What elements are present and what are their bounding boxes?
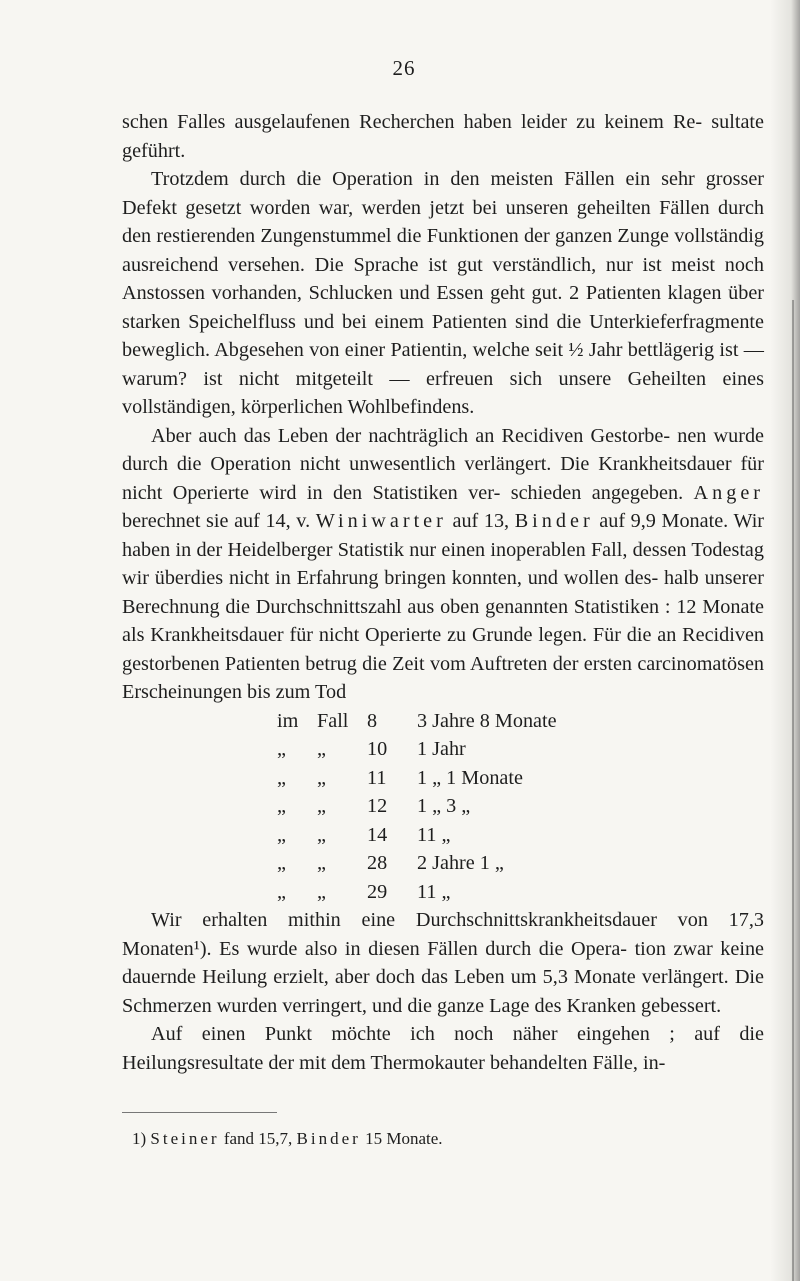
case-number: 29	[367, 880, 388, 903]
footnote-author-steiner: Steiner	[150, 1129, 220, 1148]
case-duration: 1 Jahr	[417, 738, 466, 760]
paragraph-3	[122, 422, 764, 707]
page-edge-shadow	[770, 0, 800, 1281]
paragraph-1: schen Falles ausgelaufenen Recherchen haben leider zu keinem Re- sultate geführt.	[122, 111, 764, 162]
paragraph-5: Auf einen Punkt möchte ich noch näher eingehen ; auf die Heilungsresultate der mit dem Thermokauter behandelten Fälle, in-	[122, 1023, 764, 1074]
footnote	[132, 1128, 443, 1150]
case-fall: „	[317, 880, 326, 903]
case-fall: „	[317, 795, 326, 817]
case-fall: „	[317, 766, 326, 789]
case-fall: Fall	[317, 709, 349, 732]
case-duration: 1 „ 3 „	[417, 795, 471, 817]
body-text	[122, 108, 764, 1077]
case-number: 8	[367, 709, 378, 732]
author-winiwarter: Winiwarter	[315, 510, 447, 532]
table-row	[277, 764, 557, 793]
footnote-text-2: 15 Monate.	[365, 1129, 443, 1148]
author-anger: Anger	[693, 481, 764, 504]
footnote-text-1: fand 15,7,	[223, 1129, 293, 1148]
footnote-divider	[122, 1112, 277, 1113]
footnote-author-binder: Binder	[296, 1129, 361, 1148]
case-im: „	[277, 823, 286, 846]
table-row	[277, 821, 557, 850]
paragraph-3-part-d: auf 9,9 Monate. Wir haben in der Heidelberger Statistik nur einen inoperablen Fall, dessen Todestag wir überdies nicht in Erfahrung bringen konnten, und wollen des- halb unserer Berechnung die Durchschnittszahl aus oben genannten Statistiken : 12 Monate als Krankheitsdauer für nicht Operierte zu Grunde legen. Für die an Recidiven gestorbenen Patienten betrug die Zeit vom Auftreten der ersten carcinomatösen Erscheinungen bis zum Tod	[122, 510, 765, 703]
case-fall: „	[317, 738, 326, 760]
table-row	[277, 707, 557, 736]
case-duration-table	[277, 707, 557, 907]
case-im: „	[277, 852, 286, 874]
case-duration: 1 „ 1 Monate	[417, 766, 523, 789]
paragraph-3-part-c: auf 13,	[452, 510, 510, 532]
case-fall: „	[317, 823, 326, 846]
table-row	[277, 878, 557, 907]
case-im: im	[277, 709, 299, 732]
case-duration: 3 Jahre 8 Monate	[417, 709, 557, 732]
case-number: 11	[367, 766, 387, 789]
footnote-marker: 1)	[132, 1129, 147, 1148]
paragraph-3-part-b: berechnet sie auf 14, v.	[122, 510, 311, 532]
paragraph-3-part-a: Aber auch das Leben der nachträglich an Recidiven Gestorbe- nen wurde durch die Operation nicht unwesentlich verlängert. Die Krankheitsdauer für nicht Operierte wird in den Statistiken ver- schieden angegeben.	[122, 424, 764, 504]
table-row	[277, 792, 557, 821]
page-number: 26	[392, 56, 416, 80]
case-im: „	[277, 766, 286, 789]
case-duration: 2 Jahre 1 „	[417, 852, 504, 874]
case-number: 12	[367, 795, 388, 817]
case-fall: „	[317, 852, 326, 874]
case-number: 14	[367, 823, 388, 846]
case-im: „	[277, 795, 286, 817]
case-number: 10	[367, 738, 388, 760]
case-duration: 11 „	[417, 823, 451, 846]
case-im: „	[277, 738, 286, 760]
table-row	[277, 849, 557, 878]
case-duration: 11 „	[417, 880, 451, 903]
author-binder: Binder	[514, 510, 594, 532]
paragraph-2: Trotzdem durch die Operation in den meisten Fällen ein sehr grosser Defekt gesetzt worden war, werden jetzt bei unseren geheilten Fällen durch den restierenden Zungenstummel die Funktionen der ganzen Zunge vollständig ausreichend versehen. Die Sprache ist gut verständlich, nur ist meist noch Anstossen vorhanden, Schlucken und Essen geht gut. 2 Patienten klagen über starken Speichelfluss und bei einem Patienten sind die Unterkieferfragmente beweglich. Abgesehen von einer Patientin, welche seit ½ Jahr bettlägerig ist — warum? ist nicht mitgeteilt — erfreuen sich unsere Geheilten eines vollständigen, körperlichen Wohlbefindens.	[122, 168, 764, 418]
case-im: „	[277, 880, 286, 903]
case-number: 28	[367, 852, 388, 874]
table-row	[277, 735, 557, 764]
page-edge-line	[792, 300, 794, 1281]
paragraph-4: Wir erhalten mithin eine Durchschnittskrankheitsdauer von 17,3 Monaten¹). Es wurde also in diesen Fällen durch die Opera- tion zwar keine dauernde Heilung erzielt, aber doch das Leben um 5,3 Monate verlängert. Die Schmerzen wurden verringert, und die ganze Lage des Kranken gebessert.	[122, 909, 764, 1017]
